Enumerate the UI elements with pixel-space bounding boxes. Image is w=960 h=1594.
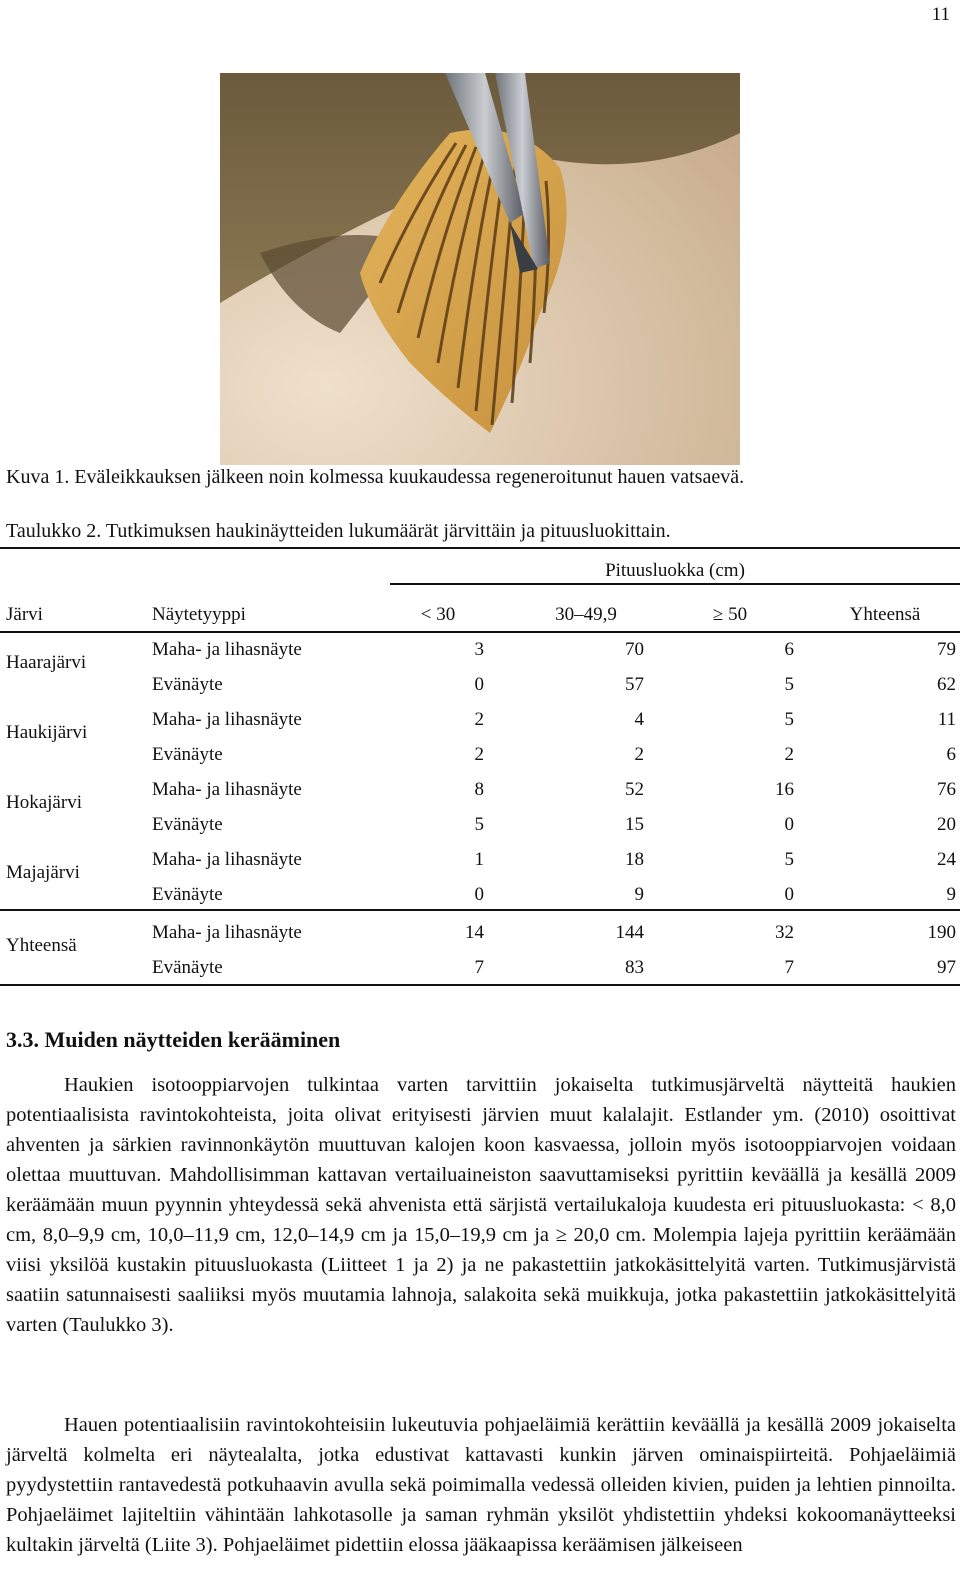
value-cell: 24 [937, 849, 956, 870]
value-cell: 18 [625, 849, 644, 870]
value-cell: 4 [634, 709, 644, 730]
lake-name: Majajärvi [6, 862, 80, 883]
value-cell: 6 [784, 639, 794, 660]
value-cell: 83 [625, 957, 644, 978]
sample-type: Evänäyte [152, 674, 223, 695]
value-cell: 5 [784, 709, 794, 730]
value-cell: 62 [937, 674, 956, 695]
value-cell: 9 [634, 884, 644, 905]
sample-type: Evänäyte [152, 744, 223, 765]
section-heading: 3.3. Muiden näytteiden kerääminen [6, 1027, 341, 1052]
fin-photo [220, 73, 740, 465]
lake-name: Yhteensä [6, 935, 77, 956]
value-cell: 15 [625, 814, 644, 835]
paragraph: Hauen potentiaalisiin ravintokohteisiin lukeutuvia pohjaeläimiä kerättiin keväällä ja kesällä 2009 jokaiselta järveltä kolmelta eri näytealalta, jotka edustivat kattavasti kunkin järven ominaispiirteitä. Pohjaeläimiä pyydystettiin rantavedestä potkuhaavin avulla sekä poimimalla vedessä olleiden kivien, puiden ja lehtien pinnoilta. Pohjaeläimet lajiteltiin vähintään lahkotasolle ja saman ryhmän yksilöt yhdistettiin yhdeksi kokoomanäytteeksi kultakin järveltä (Liite 3). Pohjaeläimet pidettiin elossa jääkaapissa keräämisen jälkeiseen [6, 1414, 956, 1556]
fin-photo-image [220, 73, 740, 465]
value-cell: 97 [937, 957, 956, 978]
sample-type: Evänäyte [152, 814, 223, 835]
header-rule [0, 631, 960, 633]
value-cell: 5 [784, 849, 794, 870]
lake-name: Haarajärvi [6, 652, 87, 673]
value-cell: 57 [625, 674, 644, 695]
value-cell: 9 [946, 884, 956, 905]
value-cell: 2 [474, 709, 484, 730]
value-cell: 79 [937, 639, 956, 660]
value-cell: 5 [474, 814, 484, 835]
value-cell: 2 [784, 744, 794, 765]
paragraph: Haukien isotooppiarvojen tulkintaa varten tarvittiin jokaiselta tutkimusjärveltä näytteitä haukien potentiaalisista ravintokohteista, joita olivat erityisesti järvien muut kalalajit. Estlander ym. (2010) osoittivat ahventen ja särkien ravinnonkäytön muuttuvan kalojen koon kasvaessa, jolloin myös isotooppiarvojen voidaan olettaa muuttuvan. Mahdollisimman kattavan vertailuaineiston saavuttamiseksi pyrittiin keväällä ja kesällä 2009 keräämään muun pyynnin yhteydessä sekä ahvenista että särjistä vertailukaloja kuudesta eri pituusluokasta: < 8,0 cm, 8,0–9,9 cm, 10,0–11,9 cm, 12,0–14,9 cm ja 15,0–19,9 cm ja ≥ 20,0 cm. Molempia lajeja pyrittiin keräämään viisi yksilöä kustakin pituusluokasta (Liitteet 1 ja 2) ja ne pakastettiin jatkokäsittelyitä varten. Tutkimusjärvistä saatiin satunnaisesti saaliiksi myös muutamia lahnoja, salakoita sekä muikkuja, jotka pakastettiin jatkokäsittelyitä varten (Taulukko 3). [6, 1074, 956, 1336]
value-cell: 14 [465, 922, 484, 943]
value-cell: 20 [937, 814, 956, 835]
sample-type: Maha- ja lihasnäyte [152, 709, 302, 730]
value-cell: 8 [474, 779, 484, 800]
value-cell: 7 [474, 957, 484, 978]
value-cell: 5 [784, 674, 794, 695]
value-cell: 0 [474, 674, 484, 695]
value-cell: 3 [474, 639, 484, 660]
col-header-over-50: ≥ 50 [712, 604, 748, 625]
figure-caption: Kuva 1. Eväleikkauksen jälkeen noin kolmessa kuukaudessa regeneroitunut hauen vatsaevä. [6, 466, 745, 488]
lake-name: Haukijärvi [6, 722, 88, 743]
value-cell: 70 [625, 639, 644, 660]
value-cell: 2 [634, 744, 644, 765]
table-title: Taulukko 2. Tutkimuksen haukinäytteiden lukumäärät järvittäin ja pituusluokittain. [6, 520, 671, 542]
lake-name: Hokajärvi [6, 792, 82, 813]
value-cell: 11 [937, 709, 956, 730]
col-header-under-30: < 30 [420, 604, 456, 625]
page-number: 11 [931, 4, 950, 25]
sample-table [0, 547, 960, 1001]
sample-type: Maha- ja lihasnäyte [152, 779, 302, 800]
sample-type: Evänäyte [152, 957, 223, 978]
value-cell: 0 [474, 884, 484, 905]
value-cell: 52 [625, 779, 644, 800]
value-cell: 7 [784, 957, 794, 978]
value-cell: 190 [927, 922, 956, 943]
value-cell: 144 [615, 922, 644, 943]
value-cell: 32 [775, 922, 794, 943]
col-header-30-49: 30–49,9 [555, 604, 617, 625]
group-header: Pituusluokka (cm) [605, 560, 745, 581]
value-cell: 6 [946, 744, 956, 765]
value-cell: 76 [937, 779, 956, 800]
sample-type: Maha- ja lihasnäyte [152, 849, 302, 870]
value-cell: 1 [474, 849, 484, 870]
sample-type: Maha- ja lihasnäyte [152, 639, 302, 660]
totals-rule [0, 909, 960, 911]
value-cell: 0 [784, 884, 794, 905]
sample-type: Evänäyte [152, 884, 223, 905]
col-header-total: Yhteensä [849, 604, 921, 625]
table-top-rule [0, 547, 960, 549]
col-header-type: Näytetyyppi [152, 604, 246, 625]
col-header-lake: Järvi [6, 604, 43, 625]
value-cell: 16 [775, 779, 794, 800]
value-cell: 0 [784, 814, 794, 835]
value-cell: 2 [474, 744, 484, 765]
sample-type: Maha- ja lihasnäyte [152, 922, 302, 943]
table-bottom-rule [0, 984, 960, 986]
group-rule [390, 583, 960, 585]
